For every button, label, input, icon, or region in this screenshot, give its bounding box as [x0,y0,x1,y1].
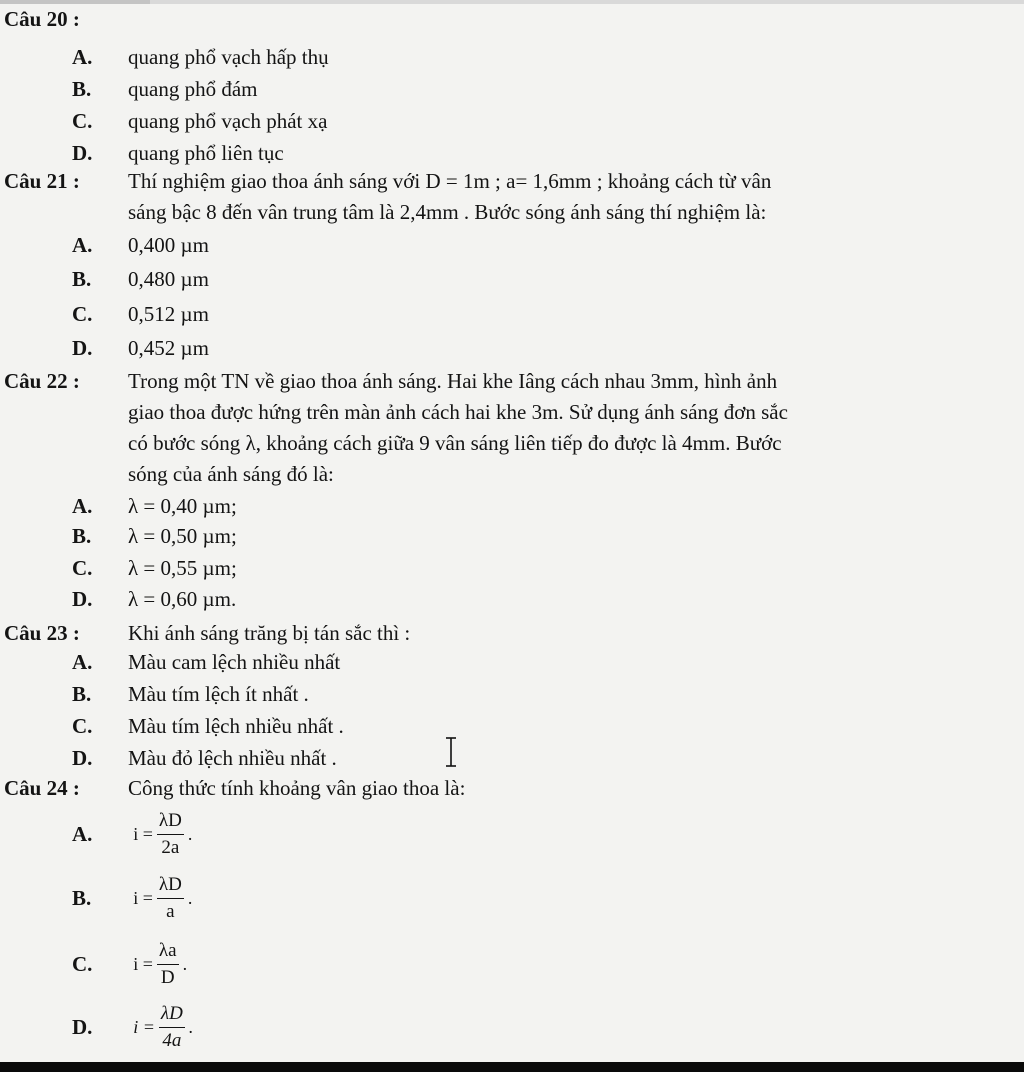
question-24-number: Câu 24 : [4,776,80,800]
q24-option-d: D. i = $\frac{\lambda D}{4a}$ . [72,1003,194,1051]
q21-option-c: C. 0,512 µm [72,302,209,326]
q24-option-c: C. i = $\frac{\lambda a}{D}$ . [72,940,188,988]
q24-option-a: A. i = $\frac{\lambda D}{2a}$ . [72,810,193,858]
question-23-number: Câu 23 : [4,621,80,645]
question-23-stem [128,618,1018,649]
q20-option-a: A. quang phổ vạch hấp thụ [72,45,329,69]
q24-option-b: B. i = $\frac{\lambda D}{a}$ . [72,874,193,922]
question-23-stem-line-1: Khi ánh sáng trăng bị tán sắc thì : [128,621,411,645]
q22-option-b: B. λ = 0,50 µm; [72,524,237,548]
q21-option-a: A. 0,400 µm [72,233,209,257]
question-20-number: Câu 20 : [4,7,80,31]
q20-option-c: C. quang phổ vạch phát xạ [72,109,328,133]
q24-formula-b: i = $\frac{\lambda D}{a}$ . [133,874,193,922]
question-22-stem-line-2: giao thoa được hứng trên màn ảnh cách hai khe 3m. Sử dụng ánh sáng đơn sắc [128,400,788,424]
question-22-stem-line-1: Trong một TN về giao thoa ánh sáng. Hai khe Iâng cách nhau 3mm, hình ảnh [128,369,778,393]
q21-option-d: D. 0,452 µm [72,336,209,360]
question-21-stem-line-2: sáng bậc 8 đến vân trung tâm là 2,4mm . Bước sóng ánh sáng thí nghiệm là: [128,200,767,224]
q24-formula-d: i = $\frac{\lambda D}{4a}$ . [133,1003,194,1051]
question-22-stem-line-3: có bước sóng λ, khoảng cách giữa 9 vân sáng liên tiếp đo được là 4mm. Bước [128,431,782,455]
q24-formula-a: i = $\frac{\lambda D}{2a}$ . [133,810,193,858]
question-24-stem-line-1: Công thức tính khoảng vân giao thoa là: [128,776,466,800]
q23-option-d: D. Màu đỏ lệch nhiều nhất . [72,746,337,770]
q22-option-a: A. λ = 0,40 µm; [72,494,237,518]
window-bottom-bar [0,1062,1024,1072]
question-21-stem-line-1: Thí nghiệm giao thoa ánh sáng với D = 1m ; a= 1,6mm ; khoảng cách từ vân [128,169,772,193]
q21-option-b: B. 0,480 µm [72,267,209,291]
i-beam-cursor-icon [444,736,458,768]
question-22-stem [128,366,1018,490]
q20-option-b: B. quang phổ đám [72,77,258,101]
q23-option-b: B. Màu tím lệch ít nhất . [72,682,309,706]
question-21-stem [128,166,1018,228]
q22-option-d: D. λ = 0,60 µm. [72,587,237,611]
q23-option-c: C. Màu tím lệch nhiều nhất . [72,714,344,738]
q23-option-a: A. Màu cam lệch nhiều nhất [72,650,341,674]
q24-formula-c: i = $\frac{\lambda a}{D}$ . [133,940,188,988]
question-24-stem [128,773,1018,804]
question-22-stem-line-4: sóng của ánh sáng đó là: [128,462,334,486]
q20-option-d: D. quang phổ liên tục [72,141,284,165]
q22-option-c: C. λ = 0,55 µm; [72,556,237,580]
question-22-number: Câu 22 : [4,369,80,393]
question-21-number: Câu 21 : [4,169,80,193]
